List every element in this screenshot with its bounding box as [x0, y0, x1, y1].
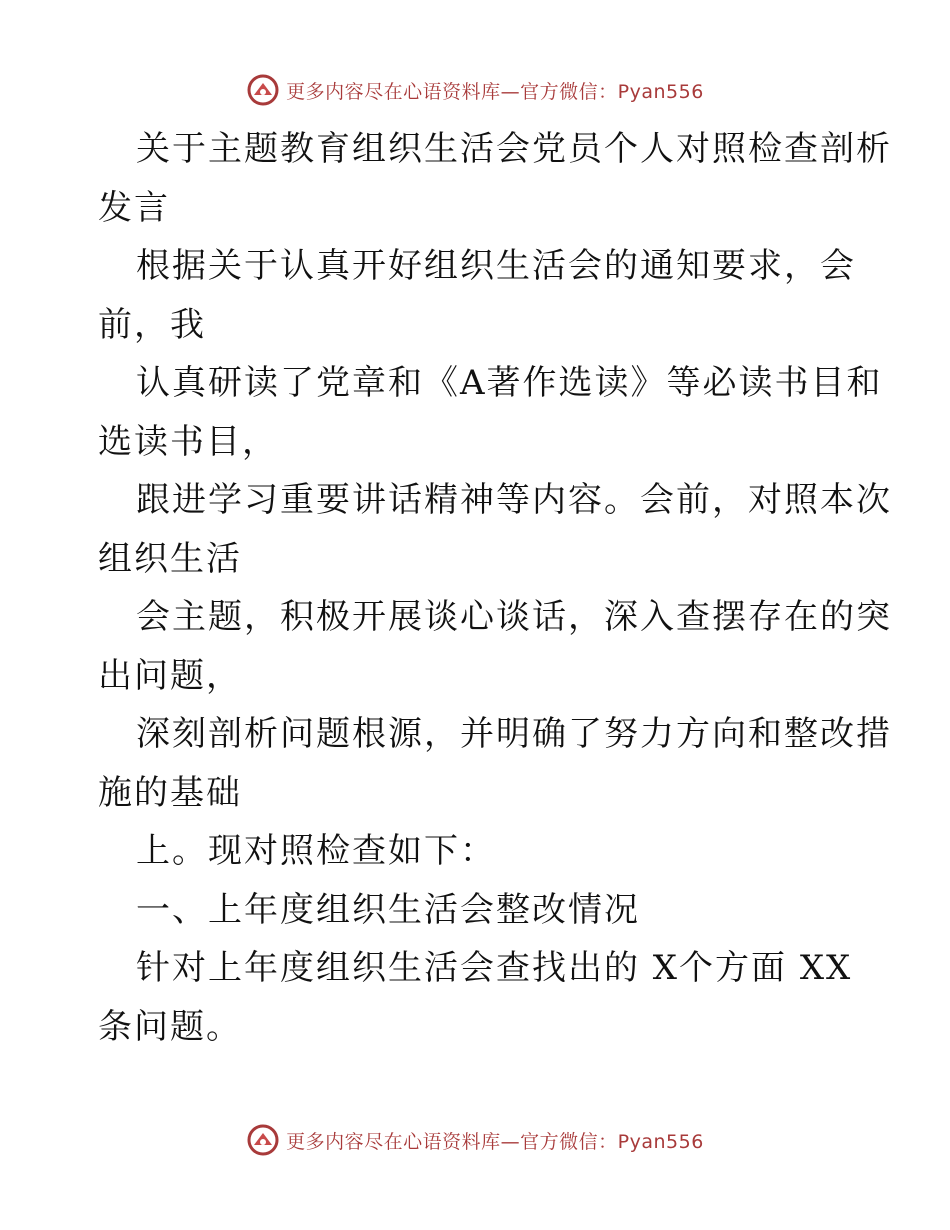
text-line: 组织生活: [98, 538, 242, 579]
text-line: 选读书目，: [98, 421, 278, 462]
text-line: 出问题，: [98, 655, 242, 696]
text-line: 条问题。: [98, 1006, 242, 1047]
footer-watermark-banner: [0, 1120, 950, 1160]
text-line: 会主题，积极开展谈心谈话，深入查摆存在的突: [136, 597, 892, 637]
text-line: 施的基础: [98, 772, 242, 813]
logo-icon: [246, 73, 280, 107]
text-line: 关于主题教育组织生活会党员个人对照检查剖析: [136, 129, 892, 169]
header-watermark-banner: [0, 70, 950, 110]
text-line: 前，我: [98, 304, 206, 345]
logo-icon: [246, 1123, 280, 1157]
text-line: 根据关于认真开好组织生活会的通知要求，会: [136, 246, 856, 286]
document-body: [98, 120, 892, 1056]
text-line: 发言: [98, 187, 170, 228]
text-line: 深刻剖析问题根源，并明确了努力方向和整改措: [136, 714, 892, 754]
header-watermark-text: 更多内容尽在心语资料库—官方微信：Pyan556: [286, 80, 704, 103]
footer-watermark-text: 更多内容尽在心语资料库—官方微信：Pyan556: [286, 1130, 704, 1153]
text-line: 针对上年度组织生活会查找出的 X个方面 XX: [136, 948, 853, 988]
section-heading: 一、上年度组织生活会整改情况: [136, 889, 640, 930]
text-line: 上。现对照检查如下：: [136, 831, 496, 871]
text-line: 认真研读了党章和《A著作选读》等必读书目和: [136, 363, 883, 403]
text-line: 跟进学习重要讲话精神等内容。会前，对照本次: [136, 480, 892, 520]
